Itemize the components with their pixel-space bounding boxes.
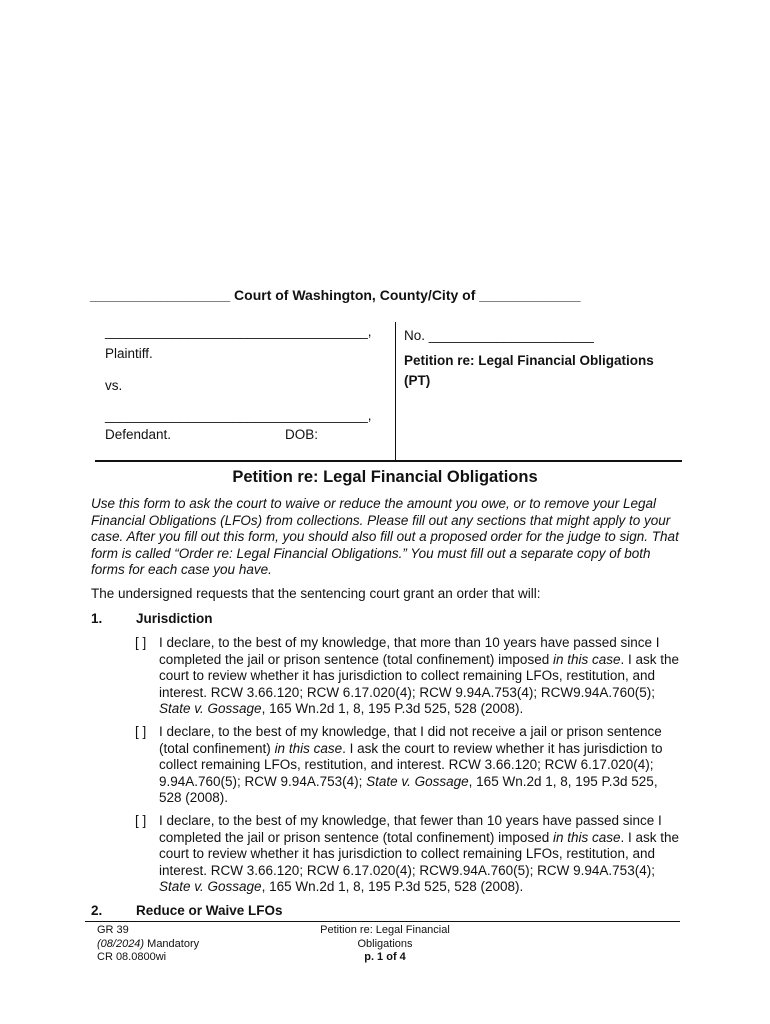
plaintiff-label: Plaintiff. bbox=[105, 346, 153, 361]
footer-title-line-2: Obligations bbox=[357, 937, 413, 950]
plaintiff-blank: ___________________________________, bbox=[105, 324, 372, 339]
section-number: 2. bbox=[91, 903, 103, 918]
request-statement: The undersigned requests that the sentencing court grant an order that will: bbox=[91, 586, 541, 601]
checkbox[interactable]: [ ] bbox=[135, 724, 147, 739]
form-code: CR 08.0800wi bbox=[97, 951, 167, 963]
jurisdiction-option-no-confinement bbox=[135, 724, 683, 807]
footer-title-block bbox=[300, 924, 470, 965]
form-id: GR 39 bbox=[97, 924, 129, 936]
defendant-blank: ___________________________________, bbox=[105, 408, 372, 423]
jurisdiction-option-over-10-years bbox=[135, 635, 683, 718]
document-title: Petition re: Legal Financial Obligations bbox=[232, 468, 538, 486]
footer-form-info bbox=[97, 924, 199, 965]
section-number: 1. bbox=[91, 611, 103, 626]
option-text: I declare, to the best of my knowledge, that more than 10 years have passed since I completed the jail or prison sentence (total confinement) imposed in this case. I ask the court to review whether it has jurisdiction to collect remaining LFOs, restitution, and interest. RCW 3.66.120; RCW 6.17.020(4); RCW 9.94A.753(4); RCW9.94A.760(5); State v. Gossage, 165 Wn.2d 1, 8, 195 P.3d 525, 528 (2008). bbox=[159, 635, 680, 716]
checkbox[interactable]: [ ] bbox=[135, 813, 147, 828]
form-revision: (08/2024) Mandatory bbox=[97, 937, 200, 950]
footer-divider bbox=[85, 921, 680, 922]
section-title: Reduce or Waive LFOs bbox=[136, 903, 283, 918]
caption-form-title: Petition re: Legal Financial Obligations bbox=[404, 353, 654, 368]
defendant-label: Defendant. bbox=[105, 427, 172, 442]
case-number-field: No. ______________________ bbox=[404, 328, 594, 343]
page-number: p. 1 of 4 bbox=[364, 951, 406, 963]
case-caption bbox=[95, 322, 682, 462]
caption-parties bbox=[95, 322, 396, 460]
versus-label: vs. bbox=[105, 378, 123, 393]
option-text: I declare, to the best of my knowledge, that I did not receive a jail or prison sentence (total confinement) in this case. I ask the court to review whether it has jurisdiction to collect remaining LFOs, restitution, and interest. RCW 3.66.120; RCW 6.17.020(4); 9.94A.760(5); RCW 9.94A.753(4); State v. Gossage, 165 Wn.2d 1, 8, 195 P.3d 525, 528 (2008). bbox=[159, 724, 663, 805]
jurisdiction-option-under-10-years bbox=[135, 813, 683, 896]
checkbox[interactable]: [ ] bbox=[135, 635, 147, 650]
dob-label: DOB: bbox=[285, 427, 319, 442]
footer-title-line-1: Petition re: Legal Financial bbox=[320, 924, 450, 936]
instructions-paragraph: Use this form to ask the court to waive or reduce the amount you owe, or to remove your Legal Financial Obligations (LFOs) from collections. Please fill out any sections that might apply to your case. After you fill out this form, you should also fill out a proposed order for the judge to sign. That form is called “Order re: Legal Financial Obligations.” You must fill out a separate copy of both forms for each case you have. bbox=[91, 496, 679, 577]
option-text: I declare, to the best of my knowledge, that fewer than 10 years have passed since I completed the jail or prison sentence (total confinement) imposed in this case. I ask the court to review whether it has jurisdiction to collect remaining LFOs, restitution, and interest. RCW 3.66.120; RCW 6.17.020(4); RCW9.94A.760(5); RCW 9.94A.753(4); State v. Gossage, 165 Wn.2d 1, 8, 195 P.3d 525, 528 (2008). bbox=[159, 813, 680, 894]
caption-form-code: (PT) bbox=[404, 373, 431, 388]
court-heading: __________________ Court of Washington, County/City of _____________ bbox=[90, 287, 581, 303]
section-title: Jurisdiction bbox=[136, 611, 213, 626]
